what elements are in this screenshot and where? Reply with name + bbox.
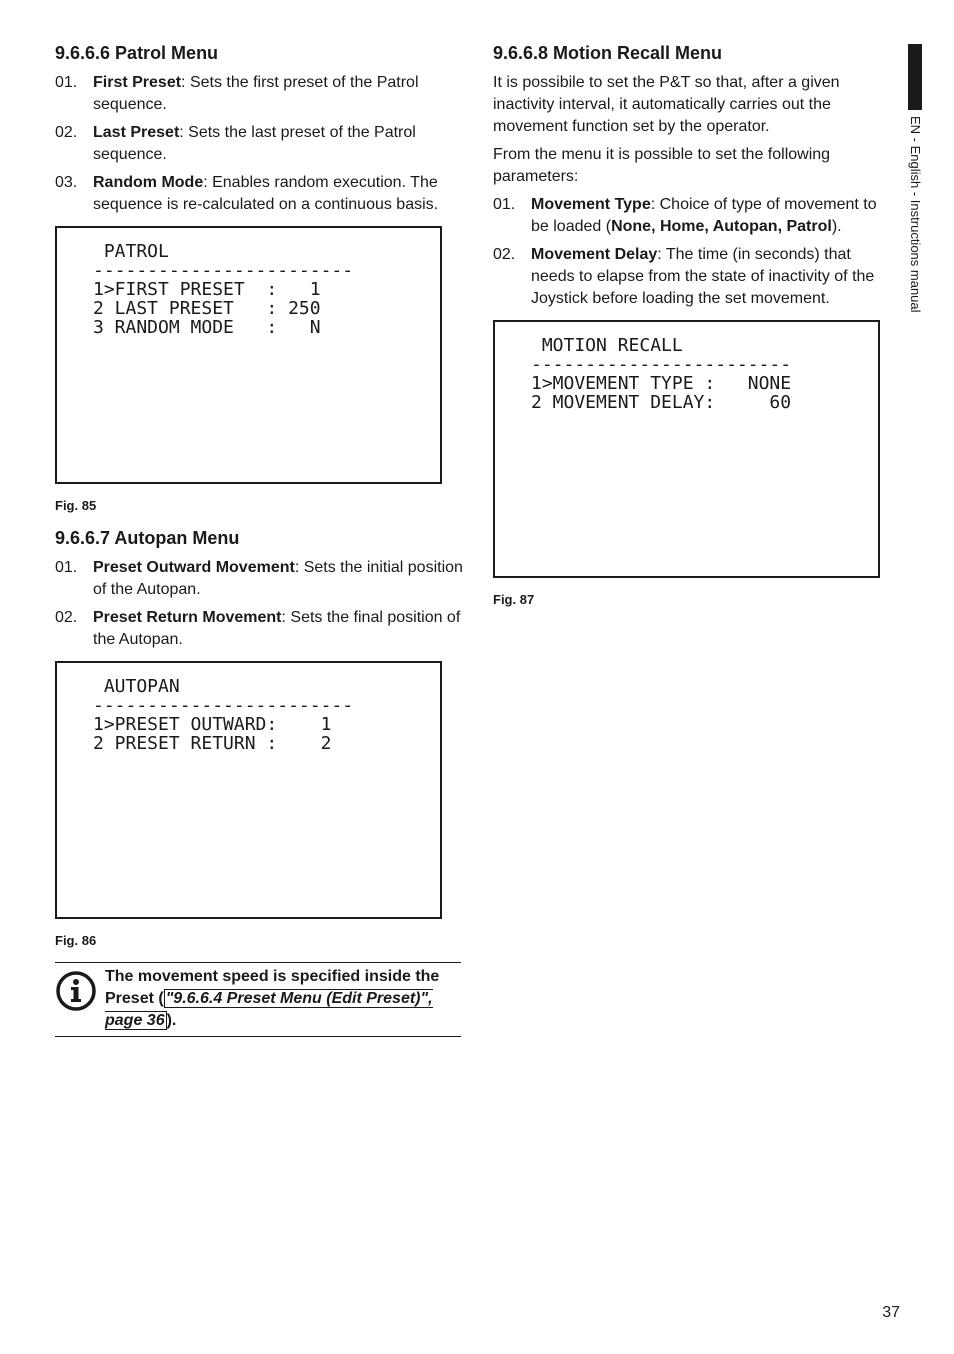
- motion-recall-osd-screen: [493, 320, 880, 578]
- list-item: [55, 72, 465, 116]
- sidebar-language-label: EN - English - Instructions manual: [908, 116, 923, 313]
- item-description: : Sets the last preset of the Patrol sequence.: [93, 124, 416, 163]
- autopan-menu-list: [55, 557, 465, 651]
- figure-caption: Fig. 87: [493, 592, 535, 607]
- item-description: : Sets the final position of the Autopan.: [93, 609, 461, 648]
- item-options: None, Home, Autopan, Patrol: [611, 218, 832, 235]
- list-item: [493, 244, 893, 310]
- section-tab-marker: [908, 44, 922, 110]
- item-number: 03.: [55, 174, 78, 191]
- patrol-osd-text: PATROL ------------------------ 1>FIRST PRESET : 1 2 LAST PRESET : 250 3 RANDOM MODE : N: [93, 241, 354, 338]
- item-description: : Sets the first preset of the Patrol sequence.: [93, 74, 419, 113]
- item-term: Preset Return Movement: [93, 609, 282, 626]
- motion-recall-list: [493, 194, 893, 310]
- figure-caption: Fig. 85: [55, 498, 97, 513]
- item-term: First Preset: [93, 74, 182, 91]
- list-item: [55, 172, 465, 216]
- info-note: [55, 962, 461, 1037]
- motion-recall-heading: 9.6.6.8 Motion Recall Menu: [493, 43, 723, 63]
- patrol-osd-screen: [55, 226, 442, 484]
- item-description: : The time (in seconds) that needs to elapse from the state of inactivity of the Joystick before loading the set movement.: [531, 246, 875, 307]
- item-term: Preset Outward Movement: [93, 559, 295, 576]
- item-number: 01.: [55, 559, 78, 576]
- note-text-end: ).: [166, 1012, 177, 1029]
- list-item: [493, 194, 893, 238]
- list-item: [55, 122, 465, 166]
- item-number: 02.: [493, 246, 516, 263]
- paragraph: It is possibile to set the P&T so that, after a given inactivity interval, it automatically carries out the movement function set by the operator.: [493, 74, 840, 135]
- patrol-menu-heading: 9.6.6.6 Patrol Menu: [55, 43, 219, 63]
- info-icon: [55, 966, 105, 1032]
- list-item: [55, 557, 465, 601]
- page-number: 37: [882, 1304, 900, 1321]
- item-term: Movement Delay: [531, 246, 658, 263]
- item-number: 02.: [55, 609, 78, 626]
- item-number: 01.: [493, 196, 516, 213]
- autopan-menu-heading: 9.6.6.7 Autopan Menu: [55, 528, 240, 548]
- cross-reference-link[interactable]: "9.6.6.4 Preset Menu (Edit Preset)", page 36: [105, 990, 433, 1029]
- autopan-osd-screen: [55, 661, 442, 919]
- item-description: : Enables random execution. The sequence is re-calculated on a continuous basis.: [93, 174, 439, 213]
- right-column: [493, 40, 893, 619]
- list-item: [55, 607, 465, 651]
- note-text-start: The movement speed is specified inside the Preset (: [105, 968, 440, 1007]
- item-number: 01.: [55, 74, 78, 91]
- item-term: Movement Type: [531, 196, 651, 213]
- motion-recall-osd-text: MOTION RECALL ------------------------ 1>MOVEMENT TYPE : NONE 2 MOVEMENT DELAY: 60: [531, 335, 792, 413]
- item-term: Random Mode: [93, 174, 204, 191]
- paragraph: From the menu it is possible to set the following parameters:: [493, 146, 831, 185]
- item-number: 02.: [55, 124, 78, 141]
- autopan-osd-text: AUTOPAN ------------------------ 1>PRESET OUTWARD: 1 2 PRESET RETURN : 2: [93, 676, 354, 754]
- item-description: : Sets the initial position of the Autopan.: [93, 559, 463, 598]
- item-description-end: ).: [831, 218, 842, 235]
- patrol-menu-list: [55, 72, 465, 216]
- item-description: : Choice of type of movement to be loaded (: [531, 196, 877, 235]
- left-column: [55, 40, 465, 1037]
- item-term: Last Preset: [93, 124, 180, 141]
- figure-caption: Fig. 86: [55, 933, 97, 948]
- note-text: [105, 966, 461, 1032]
